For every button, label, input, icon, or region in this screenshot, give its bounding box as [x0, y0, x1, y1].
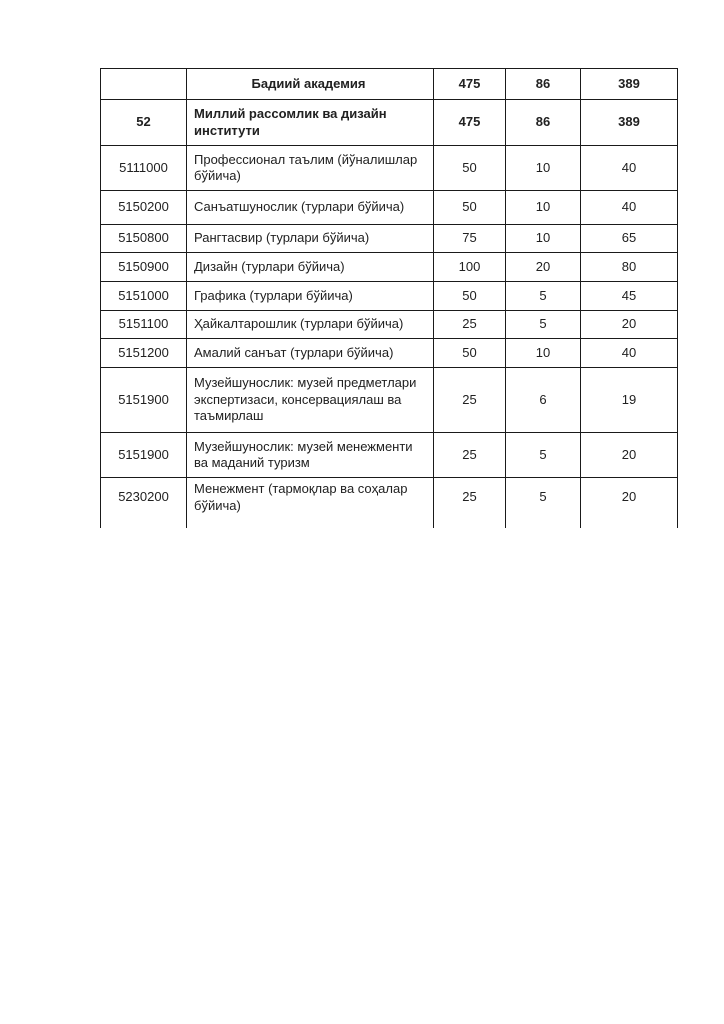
cell-num3: 40	[581, 146, 678, 191]
cell-code: 5150800	[101, 225, 187, 253]
cell-num1: 75	[434, 225, 506, 253]
cell-num1: 50	[434, 146, 506, 191]
cell-num3: 40	[581, 339, 678, 368]
cell-num1: 475	[434, 100, 506, 146]
cell-num2: 10	[506, 191, 581, 225]
cell-num3: 20	[581, 311, 678, 339]
cell-name: Менежмент (тармоқлар ва соҳалар бўйича)	[187, 478, 434, 529]
cell-num2: 5	[506, 478, 581, 529]
table-row	[101, 433, 678, 478]
cell-num2: 10	[506, 146, 581, 191]
cell-name: Ҳайкалтарошлик (турлари бўйича)	[187, 311, 434, 339]
table-body	[101, 69, 678, 529]
cell-code: 5151100	[101, 311, 187, 339]
cell-name: Миллий рассомлик ва дизайн институти	[187, 100, 434, 146]
cell-num1: 50	[434, 191, 506, 225]
cell-name: Музейшунослик: музей менежменти ва маданий туризм	[187, 433, 434, 478]
cell-num3: 80	[581, 253, 678, 282]
cell-code: 5151900	[101, 433, 187, 478]
cell-name: Бадиий академия	[187, 69, 434, 100]
cell-num3: 389	[581, 69, 678, 100]
table-row	[101, 282, 678, 311]
cell-code: 5150900	[101, 253, 187, 282]
cell-num1: 475	[434, 69, 506, 100]
table-row	[101, 146, 678, 191]
cell-name: Амалий санъат (турлари бўйича)	[187, 339, 434, 368]
cell-num3: 20	[581, 478, 678, 529]
cell-num1: 25	[434, 311, 506, 339]
cell-name: Музейшунослик: музей предметлари экспертизаси, консервациялаш ва таъмирлаш	[187, 368, 434, 433]
table-row	[101, 478, 678, 529]
table-row	[101, 253, 678, 282]
cell-num3: 45	[581, 282, 678, 311]
cell-code: 5151200	[101, 339, 187, 368]
table-row	[101, 339, 678, 368]
cell-num1: 25	[434, 368, 506, 433]
cell-num1: 25	[434, 433, 506, 478]
cell-code: 5151000	[101, 282, 187, 311]
cell-num2: 5	[506, 282, 581, 311]
cell-num2: 86	[506, 100, 581, 146]
cell-code: 5230200	[101, 478, 187, 529]
cell-name: Санъатшунослик (турлари бўйича)	[187, 191, 434, 225]
table-row	[101, 100, 678, 146]
cell-num2: 20	[506, 253, 581, 282]
cell-num1: 50	[434, 339, 506, 368]
cell-code: 52	[101, 100, 187, 146]
cell-code: 5151900	[101, 368, 187, 433]
cell-num1: 25	[434, 478, 506, 529]
cell-name: Рангтасвир (турлари бўйича)	[187, 225, 434, 253]
cell-num2: 10	[506, 339, 581, 368]
cell-num2: 86	[506, 69, 581, 100]
table-row	[101, 311, 678, 339]
cell-name: Профессионал таълим (йўналишлар бўйича)	[187, 146, 434, 191]
cell-name: Дизайн (турлари бўйича)	[187, 253, 434, 282]
table-row	[101, 225, 678, 253]
cell-num2: 5	[506, 311, 581, 339]
cell-num2: 10	[506, 225, 581, 253]
table-row	[101, 69, 678, 100]
cell-code: 5111000	[101, 146, 187, 191]
cell-num3: 20	[581, 433, 678, 478]
cell-num3: 65	[581, 225, 678, 253]
table-row	[101, 191, 678, 225]
cell-num2: 5	[506, 433, 581, 478]
cell-num1: 50	[434, 282, 506, 311]
cell-code	[101, 69, 187, 100]
cell-num2: 6	[506, 368, 581, 433]
cell-name: Графика (турлари бўйича)	[187, 282, 434, 311]
cell-num3: 40	[581, 191, 678, 225]
table-row	[101, 368, 678, 433]
cell-code: 5150200	[101, 191, 187, 225]
admission-quota-table	[100, 68, 678, 528]
cell-num3: 19	[581, 368, 678, 433]
cell-num3: 389	[581, 100, 678, 146]
cell-num1: 100	[434, 253, 506, 282]
